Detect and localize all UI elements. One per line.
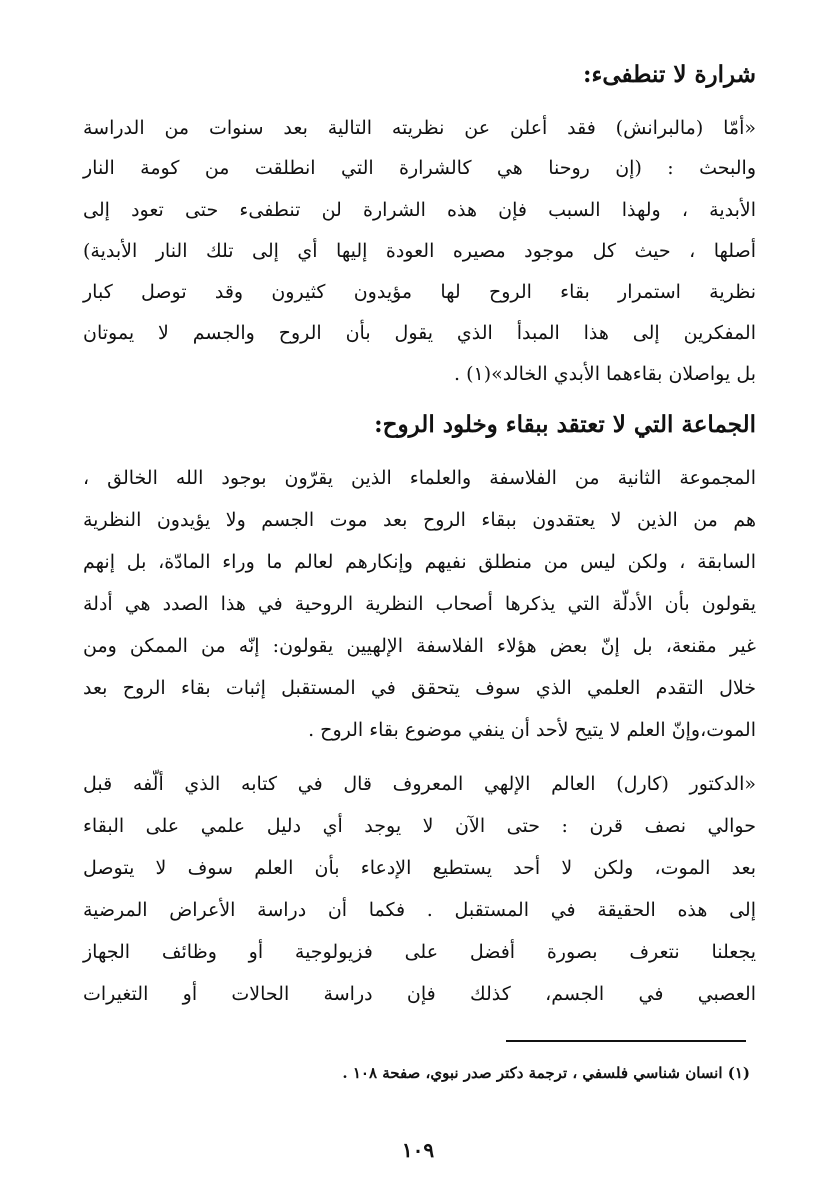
body-line: «الدكتور (كارل) العالم الإلهي المعروف قال في كتابه الذي ألّفه قبل (83, 773, 756, 795)
body-line: بعد الموت، ولكن لا أحد يستطيع الإدعاء بأن العلم سوف لا يتوصل (83, 857, 756, 879)
body-line: غير مقنعة، بل إنّ بعض هؤلاء الفلاسفة الإلهيين يقولون: إنّه من الممكن ومن (83, 635, 756, 657)
body-line: خلال التقدم العلمي الذي سوف يتحقق في المستقبل إثبات بقاء الروح بعد (83, 677, 756, 699)
body-line: بل يواصلان بقاءهما الأبدي الخالد»(١) . (454, 363, 756, 385)
page-number: ١٠٩ (401, 1138, 435, 1162)
body-line: الأبدية ، ولهذا السبب فإن هذه الشرارة لن تنطفىء حتى تعود إلى (83, 199, 756, 221)
body-line: أصلها ، حيث كل موجود مصيره العودة إليها أي إلى تلك النار الأبدية) (83, 240, 756, 262)
body-line: الموت،وإنّ العلم لا يتيح لأحد أن ينفي موضوع بقاء الروح . (308, 719, 756, 741)
section-heading-spark: شرارة لا تنطفىء: (583, 61, 756, 88)
body-line: السابقة ، ولكن ليس من منطلق نفيهم وإنكارهم لعالم ما وراء المادّة، بل إنهم (83, 551, 756, 573)
footnote: (١) انسان شناسي فلسفي ، ترجمة دكتر صدر نبوي، صفحة ١٠٨ . (342, 1064, 750, 1082)
body-line: يجعلنا نتعرف بصورة أفضل على فزيولوجية أو وظائف الجهاز (83, 941, 756, 963)
body-line: نظرية استمرار بقاء الروح لها مؤيدون كثيرون وقد توصل كبار (83, 281, 756, 303)
footnote-divider (506, 1040, 746, 1042)
body-line: والبحث : (إن روحنا هي كالشرارة التي انطلقت من كومة النار (83, 157, 756, 179)
body-line: المجموعة الثانية من الفلاسفة والعلماء الذين يقرّون بوجود الله الخالق ، (83, 467, 756, 489)
body-line: هم من الذين لا يعتقدون ببقاء الروح بعد موت الجسم ولا يؤيدون النظرية (83, 509, 756, 531)
body-line: المفكرين إلى هذا المبدأ الذي يقول بأن الروح والجسم لا يموتان (83, 322, 756, 344)
body-line: حوالي نصف قرن : حتى الآن لا يوجد أي دليل علمي على البقاء (83, 815, 756, 837)
body-line: يقولون بأن الأدلّة التي يذكرها أصحاب النظرية الروحية في هذا الصدد هي أدلة (83, 593, 756, 615)
section-heading-group: الجماعة التي لا تعتقد ببقاء وخلود الروح: (374, 411, 756, 438)
body-line: «أمّا (مالبرانش) فقد أعلن عن نظريته التالية بعد سنوات من الدراسة (83, 117, 756, 139)
body-line: العصبي في الجسم، كذلك فإن دراسة الحالات أو التغيرات (83, 983, 756, 1005)
body-line: إلى هذه الحقيقة في المستقبل . فكما أن دراسة الأعراض المرضية (83, 899, 756, 921)
